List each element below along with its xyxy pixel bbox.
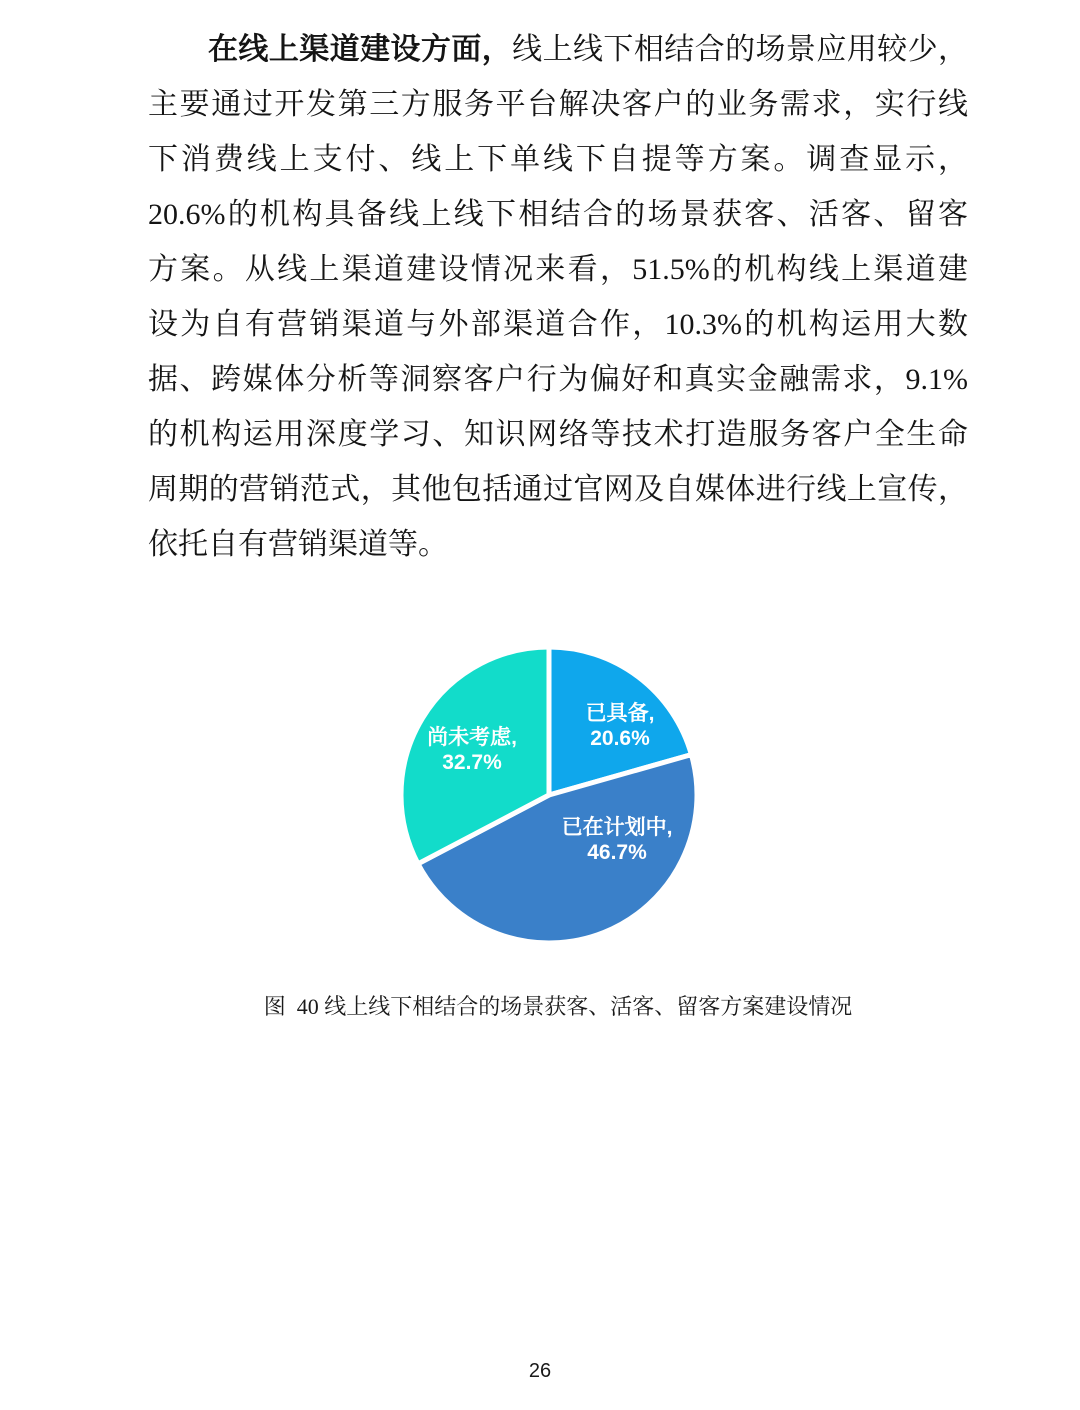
paragraph-line-text: 线上线下相结合的场景应用较少， bbox=[512, 33, 969, 66]
paragraph-lead-bold: 在线上渠道建设方面， bbox=[208, 33, 513, 66]
pie-label-name: 已在计划中, bbox=[561, 816, 673, 839]
paragraph-line: 主要通过开发第三方服务平台解决客户的业务需求，实行线 bbox=[148, 88, 968, 121]
pie-chart bbox=[394, 640, 704, 950]
paragraph-line: 方案。从线上渠道建设情况来看，51.5%的机构线上渠道建 bbox=[148, 253, 968, 286]
paragraph bbox=[148, 22, 968, 572]
paragraph-line: 下消费线上支付、线上下单线下自提等方案。调查显示， bbox=[148, 143, 968, 176]
paragraph-line: 设为自有营销渠道与外部渠道合作，10.3%的机构运用大数 bbox=[148, 308, 968, 341]
paragraph-line: 据、跨媒体分析等洞察客户行为偏好和真实金融需求，9.1% bbox=[148, 363, 968, 396]
paragraph-line: 周期的营销范式，其他包括通过官网及自媒体进行线上宣传， bbox=[148, 473, 968, 506]
pie-chart-svg bbox=[394, 640, 704, 950]
paragraph-line bbox=[148, 22, 968, 77]
pie-label-value: 20.6% bbox=[590, 727, 650, 750]
pie-label-slice-0 bbox=[586, 701, 655, 751]
pie-label-value: 46.7% bbox=[587, 841, 647, 864]
pie-label-value: 32.7% bbox=[442, 751, 502, 774]
figure-caption: 图 40 线上线下相结合的场景获客、活客、留客方案建设情况 bbox=[263, 994, 853, 1019]
paragraph-line: 的机构运用深度学习、知识网络等技术打造服务客户全生命 bbox=[148, 418, 968, 451]
pie-label-slice-1 bbox=[562, 815, 673, 865]
pie-label-name: 尚未考虑, bbox=[427, 726, 517, 749]
paragraph-line: 20.6%的机构具备线上线下相结合的场景获客、活客、留客 bbox=[148, 198, 968, 231]
pie-label-name: 已具备, bbox=[585, 702, 655, 725]
pie-label-slice-2 bbox=[427, 725, 517, 775]
page-number: 26 bbox=[528, 1360, 552, 1382]
paragraph-line: 依托自有营销渠道等。 bbox=[148, 528, 448, 561]
